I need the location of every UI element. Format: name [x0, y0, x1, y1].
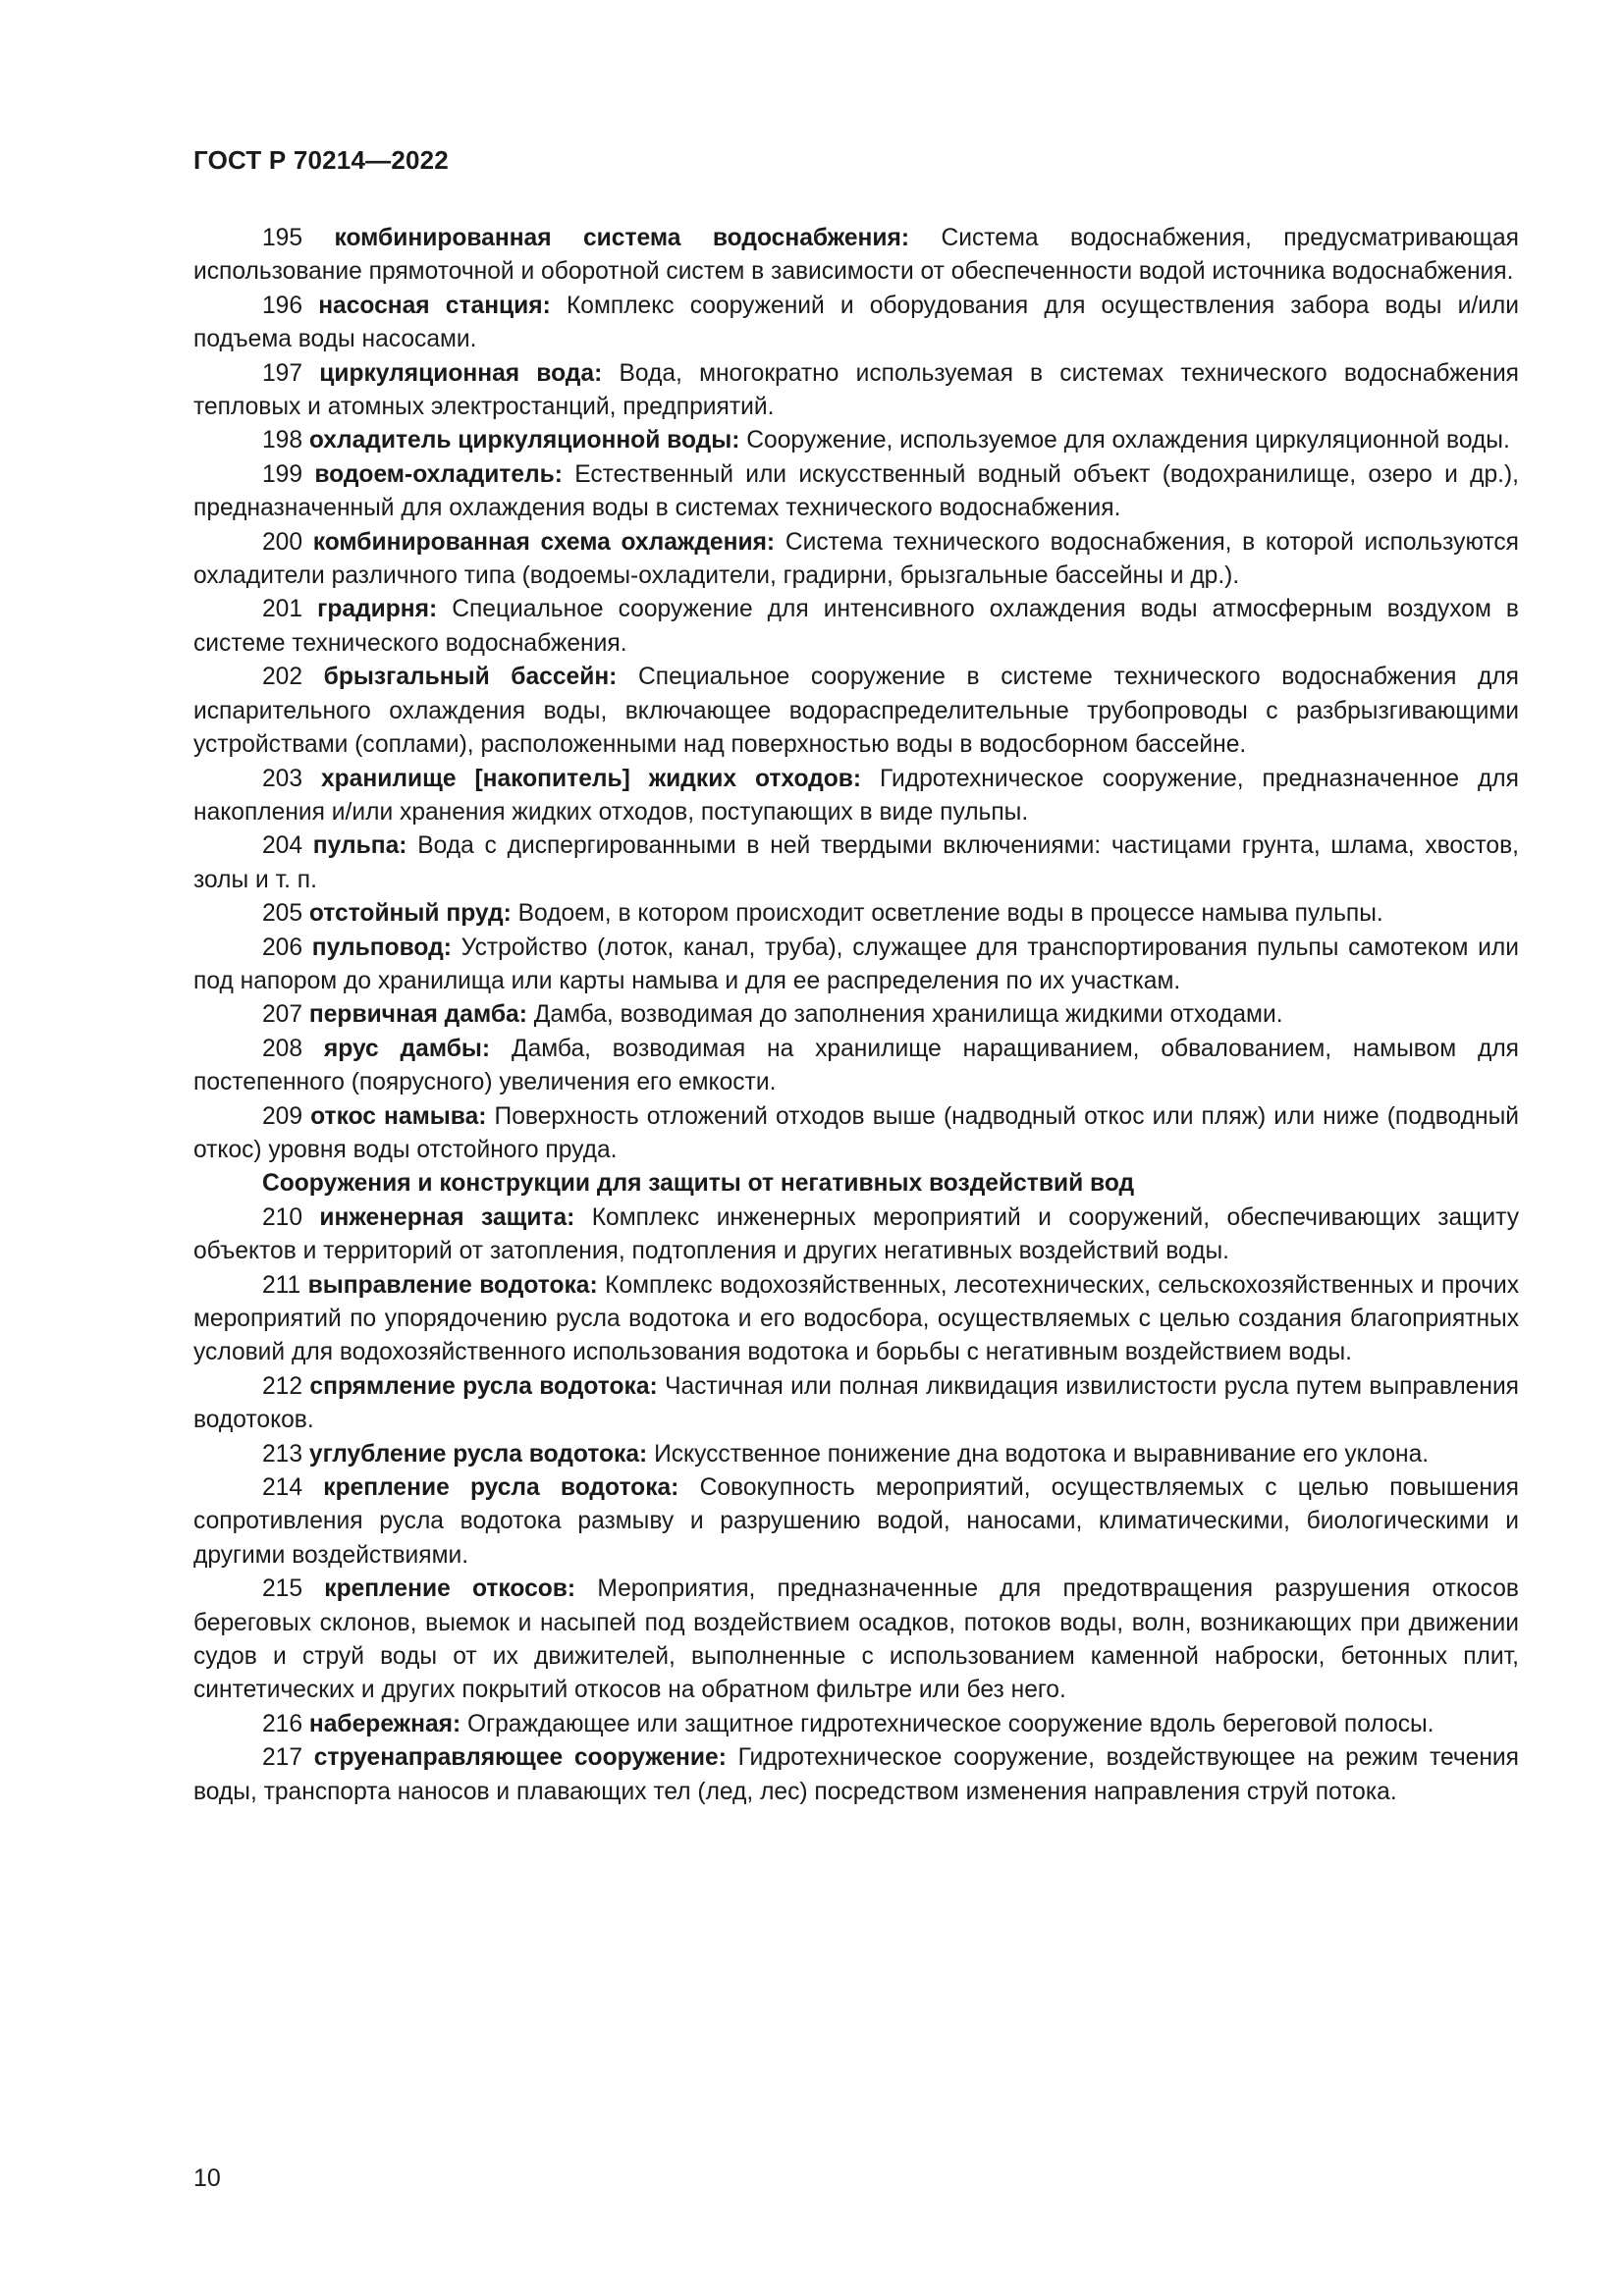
- term-name: комбинированная схема охлаждения:: [312, 528, 776, 556]
- term-definition: Специальное сооружение для интенсивного охлаждения воды атмосферным воздухом в системе технического водоснабжения.: [193, 596, 1519, 657]
- term-number: 214: [262, 1474, 303, 1502]
- term-definition: Гидротехническое сооружение, предназначенное для накопления и/или хранения жидких отходов, поступающих в виде пульпы.: [193, 765, 1519, 826]
- term-name: пульповод:: [311, 934, 452, 961]
- term-number: 198: [262, 427, 303, 454]
- term-name: крепление откосов:: [324, 1575, 576, 1603]
- term-entry: [193, 1269, 1519, 1370]
- term-definition: Искусственное понижение дна водотока и выравнивание его уклона.: [654, 1440, 1430, 1468]
- term-number: 216: [262, 1710, 303, 1737]
- term-name: углубление русла водотока:: [308, 1440, 648, 1468]
- term-entry: [193, 357, 1519, 425]
- term-number: 206: [262, 934, 303, 961]
- term-definition: Частичная или полная ликвидация извилистости русла путем выправления водотоков.: [193, 1372, 1519, 1434]
- term-entry: [193, 1573, 1519, 1708]
- term-name: отстойный пруд:: [308, 900, 512, 928]
- term-entry: [193, 829, 1519, 897]
- term-number: 205: [262, 900, 303, 928]
- term-number: 208: [262, 1035, 303, 1062]
- term-definition: Гидротехническое сооружение, воздействующее на режим течения воды, транспорта наносов и плавающих тел (лед, лес) посредством изменения направления струй потока.: [193, 1744, 1519, 1805]
- term-name: выправление водотока:: [307, 1271, 598, 1299]
- document-body: [193, 222, 1519, 1809]
- term-entry: [193, 998, 1519, 1032]
- term-definition: Сооружение, используемое для охлаждения циркуляционной воды.: [746, 427, 1510, 454]
- term-entry: [193, 1741, 1519, 1809]
- term-name: откос намыва:: [310, 1102, 487, 1130]
- term-entry: [193, 1471, 1519, 1573]
- term-name: циркуляционная вода:: [319, 359, 603, 387]
- term-definition: Естественный или искусственный водный объект (водохранилище, озеро и др.), предназначенный для охлаждения воды в системах технического водоснабжения.: [193, 460, 1519, 522]
- term-name: струенаправляющее сооружение:: [313, 1744, 727, 1772]
- term-definition: Вода с диспергированными в ней твердыми включениями: частицами грунта, шлама, хвостов, золы и т. п.: [193, 832, 1519, 893]
- term-number: 200: [262, 528, 303, 556]
- term-entry: [193, 424, 1519, 457]
- term-definition: Мероприятия, предназначенные для предотвращения разрушения откосов береговых склонов, выемок и насыпей под воздействием осадков, потоков воды, волн, возникающих при движении судов и струй воды от их движителей, выполненные с использованием каменной наброски, бетонных плит, синтетических и других покрытий откосов на обратном фильтре или без него.: [193, 1575, 1519, 1704]
- term-name: брызгальный бассейн:: [323, 664, 618, 691]
- term-definition: Специальное сооружение в системе технического водоснабжения для испарительного охлаждения воды, включающее водораспределительные трубопроводы с разбрызгивающими устройствами (соплами), расположенными над поверхностью воды в водосборном бассейне.: [193, 664, 1520, 759]
- term-name: спрямление русла водотока:: [309, 1372, 658, 1400]
- term-entry: [193, 1033, 1519, 1100]
- term-entry: [193, 1100, 1519, 1168]
- term-name: инженерная защита:: [319, 1203, 575, 1231]
- term-definition: Комплекс инженерных мероприятий и сооружений, обеспечивающих защиту объектов и территорий от затопления, подтопления и других негативных воздействий воды.: [193, 1203, 1519, 1265]
- term-name: набережная:: [308, 1710, 461, 1737]
- term-number: 213: [262, 1440, 303, 1468]
- term-number: 196: [262, 292, 303, 319]
- term-entry: [193, 222, 1519, 290]
- term-number: 204: [262, 832, 303, 860]
- term-name: градирня:: [317, 596, 438, 623]
- term-definition: Вода, многократно используемая в системах технического водоснабжения тепловых и атомных электростанций, предприятий.: [193, 359, 1519, 421]
- term-name: первичная дамба:: [308, 1001, 527, 1029]
- term-name: охладитель циркуляционной воды:: [308, 427, 740, 454]
- term-number: 215: [262, 1575, 303, 1603]
- term-number: 195: [262, 225, 303, 251]
- term-number: 210: [262, 1203, 303, 1231]
- term-number: 212: [262, 1372, 303, 1400]
- term-entry: [193, 932, 1519, 999]
- term-entry: [193, 1708, 1519, 1741]
- term-name: водоем-охладитель:: [314, 460, 563, 488]
- term-number: 201: [262, 596, 303, 623]
- term-entry: [193, 593, 1519, 661]
- term-entry: [193, 1370, 1519, 1438]
- term-definition: Дамба, возводимая на хранилище наращиванием, обвалованием, намывом для постепенного (поярусного) увеличения его емкости.: [193, 1035, 1519, 1096]
- term-definition: Поверхность отложений отходов выше (надводный откос или пляж) или ниже (подводный откос) уровня воды отстойного пруда.: [193, 1102, 1519, 1163]
- term-entry: [193, 526, 1519, 594]
- term-entry: [193, 1438, 1519, 1471]
- term-number: 217: [262, 1744, 303, 1772]
- term-number: 207: [262, 1001, 303, 1029]
- term-definition: Система водоснабжения, предусматривающая использование прямоточной и оборотной систем в зависимости от обеспеченности водой источника водоснабжения.: [193, 225, 1519, 286]
- page-number: 10: [193, 2164, 221, 2192]
- term-number: 202: [262, 664, 303, 691]
- term-entry: [193, 763, 1519, 830]
- term-number: 209: [262, 1102, 303, 1130]
- term-definition: Комплекс водохозяйственных, лесотехнических, сельскохозяйственных и прочих мероприятий по упорядочению русла водотока и его водосбора, осуществляемых с целью создания благоприятных условий для водохозяйственного использования водотока и борьбы с негативным воздействием воды.: [193, 1271, 1519, 1366]
- section-heading: Сооружения и конструкции для защиты от негативных воздействий вод: [262, 1170, 1135, 1198]
- term-number: 199: [262, 460, 303, 488]
- document-code-header: ГОСТ Р 70214—2022: [193, 145, 449, 175]
- term-entry: [193, 1201, 1519, 1269]
- term-name: крепление русла водотока:: [323, 1474, 679, 1502]
- term-definition: Ограждающее или защитное гидротехническое сооружение вдоль береговой полосы.: [467, 1710, 1435, 1737]
- term-entry: [193, 897, 1519, 931]
- term-name: ярус дамбы:: [323, 1035, 491, 1062]
- term-name: хранилище [накопитель] жидких отходов:: [320, 765, 862, 792]
- term-entry: [193, 458, 1519, 526]
- term-entry: [193, 290, 1519, 357]
- term-number: 203: [262, 765, 303, 792]
- term-definition: Водоем, в котором происходит осветление воды в процессе намыва пульпы.: [517, 900, 1383, 928]
- term-entry: [193, 661, 1519, 762]
- term-definition: Комплекс сооружений и оборудования для осуществления забора воды и/или подъема воды насосами.: [193, 292, 1519, 353]
- term-definition: Дамба, возводимая до заполнения хранилища жидкими отходами.: [533, 1001, 1283, 1029]
- term-name: пульпа:: [312, 832, 407, 860]
- term-name: комбинированная система водоснабжения:: [334, 225, 910, 251]
- term-definition: Устройство (лоток, канал, труба), служащее для транспортирования пульпы самотеком или под напором до хранилища или карты намыва и для ее распределения по их участкам.: [193, 934, 1519, 994]
- term-definition: Система технического водоснабжения, в которой используются охладители различного типа (водоемы-охладители, градирни, брызгальные бассейны и др.).: [193, 528, 1519, 590]
- term-definition: Совокупность мероприятий, осуществляемых с целью повышения сопротивления русла водотока размыву и разрушению водой, наносами, климатическими, биологическими и другими воздействиями.: [193, 1474, 1519, 1569]
- term-number: 211: [262, 1271, 301, 1299]
- term-number: 197: [262, 359, 303, 387]
- term-name: насосная станция:: [318, 292, 551, 319]
